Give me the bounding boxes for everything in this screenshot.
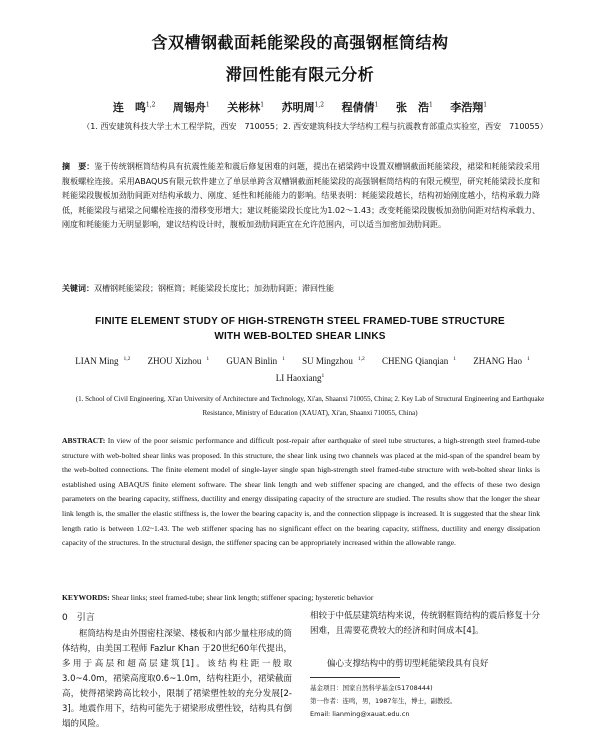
author-zh: 张 浩$^1$ <box>395 101 433 114</box>
author-en-last: LI Haoxiang$^1$ <box>275 373 325 383</box>
author-en: ZHANG Hao $^1$ <box>473 356 530 366</box>
abstract-en-label: ABSTRACT: <box>62 436 106 445</box>
author-en: LIAN Ming $^{1,2}$ <box>75 356 131 366</box>
section-heading-intro: 0 引言 <box>62 613 95 623</box>
footnote-divider <box>310 677 400 678</box>
footnote-fund: 基金项目：国家自然科学基金(51708444) <box>310 684 433 692</box>
abstract-zh-label: 摘 要： <box>62 162 95 171</box>
keywords-en <box>62 593 540 602</box>
author-en: SU Mingzhou $^{1,2}$ <box>302 356 365 366</box>
paper-title-line-2: 滞回性能有限元分析 <box>225 65 375 84</box>
intro-right-column-top: 相较于中低层建筑结构来说，传统钢框筒结构的震后修复十分困难，且需要花费较大的经济和时间成本[4]。 <box>310 611 540 636</box>
paper-title-line-1: 含双槽钢截面耗能梁段的高强钢框筒结构 <box>151 33 449 52</box>
keywords-en-text: Shear links; steel framed-tube; shear link length; stiffener spacing; hysteretic behavior <box>111 593 374 602</box>
author-en: ZHOU Xizhou $^1$ <box>147 356 210 366</box>
abstract-en-text: In view of the poor seismic performance and difficult post-repair after earthquake of steel tube structures, a high-strength steel framed-tube structure with web-bolted shear links was proposed. In this structure, the shear link using two channels was placed at the mid-span of the spandrel beam by the web-bolted connections. The finite element model of single-layer single span high-strength steel framed-tube structure with web-bolted shear links is established using ABAQUS finite element software. The shear link length and web stiffener spacing are changed, and the effects of these two design parameters on the bearing capacity, stiffness, ductility and energy dissipating capacity of the structure are studied. The results show that the longer the shear link length is, the smaller the elastic stiffness is, the lower the bearing capacity is, and the connection slippage is increased. It is suggested that the shear link length ratio is between 1.02~1.43. The web stiffener spacing has no significant effect on the bearing capacity, stiffness, ductility and energy dissipation capacity of the structures. In the structural design, the stiffener spacing can be appropriately increased within the allowable range. <box>62 436 540 548</box>
intro-left-column: 框筒结构是由外围密柱深梁、楼板和内部少量柱形成的筒体结构，由美国工程师 Fazlur Khan 于20世纪60年代提出，多用于高层和超高层建筑[1]。该结构柱距一般取3.0~4.0m，裙梁高度取0.6~1.0m，结构柱距小，裙梁截面高，使得裙梁跨高比较小，限制了裙梁塑性较的充分发展[2-3]。地震作用下，结构可能先于裙梁形成塑性铰，结构具有倒塌的风险。 <box>62 629 292 729</box>
author-zh: 关彬林$^1$ <box>227 101 265 114</box>
affiliation-zh: （1. 西安建筑科技大学土木工程学院，西安 710055；2. 西安建筑科技大学结构工程与抗震教育部重点实验室，西安 710055） <box>82 122 548 131</box>
abstract-zh-text: 鉴于传统钢框筒结构具有抗震性能差和震后修复困难的问题，提出在裙梁跨中设置双槽钢截面耗能梁段，裙梁和耗能梁段采用腹板螺栓连接。采用ABAQUS有限元软件建立了单层单跨含双槽钢截面耗能梁段的高强钢框筒结构的有限元模型，研究耗能梁段长度和耗能梁段腹板加劲肋间距对结构承载力、刚度、延性和耗能能力的影响。结果表明：耗能梁段越长，结构初始刚度越小，结构承载力降低，耗能梁段与裙梁之间螺栓连接的滑移变形增大；建议耗能梁段长度比为1.02～1.43；改变耗能梁段腹板加劲肋间距对结构承载力、刚度和耗能能力无明显影响，建议结构设计时，腹板加劲肋间距宜在允许范围内，可以适当加密加劲肋间距。 <box>62 162 541 229</box>
abstract-zh <box>62 160 540 233</box>
author-en: CHENG Qianqian $^1$ <box>382 356 457 366</box>
authors-en <box>40 356 560 366</box>
english-title-line-2: WITH WEB-BOLTED SHEAR LINKS <box>214 331 386 342</box>
footnote-email: Email: lianming@xauat.edu.cn <box>310 710 410 718</box>
author-zh: 周锡舟$^1$ <box>172 101 210 114</box>
keywords-zh <box>62 283 540 294</box>
footnote-author: 第一作者：连鸣，男，1987年生，博士，副教授。 <box>310 697 457 705</box>
english-title-line-1: FINITE ELEMENT STUDY OF HIGH-STRENGTH STEEL FRAMED-TUBE STRUCTURE <box>95 316 505 327</box>
intro-right-column-paragraph: 偏心支撑结构中的剪切型耗能梁段具有良好 <box>327 659 489 669</box>
authors-zh <box>0 99 600 115</box>
author-zh: 苏明周$^{1,2}$ <box>281 101 325 114</box>
footnotes <box>310 682 540 721</box>
author-zh: 程倩倩$^1$ <box>341 101 379 114</box>
keywords-en-label: KEYWORDS: <box>62 593 110 602</box>
abstract-en <box>62 434 540 551</box>
affiliation-en: (1. School of Civil Engineering, Xi'an University of Architecture and Technology, Xi'an, Shaanxi 710055, China; 2. Key Lab of Structural Engineering and Earthquake Resistance, Ministry of Education (XAUAT), Xi'an, Shaanxi 710055, China) <box>75 395 545 417</box>
author-zh: 连 鸣$^{1,2}$ <box>112 101 156 114</box>
keywords-zh-label: 关键词： <box>62 284 94 293</box>
author-en: GUAN Binlin $^1$ <box>226 356 285 366</box>
author-zh: 李浩翔$^1$ <box>450 101 488 114</box>
keywords-zh-text: 双槽钢耗能梁段；钢框筒；耗能梁段长度比；加劲肋间距；滞回性能 <box>94 284 334 293</box>
